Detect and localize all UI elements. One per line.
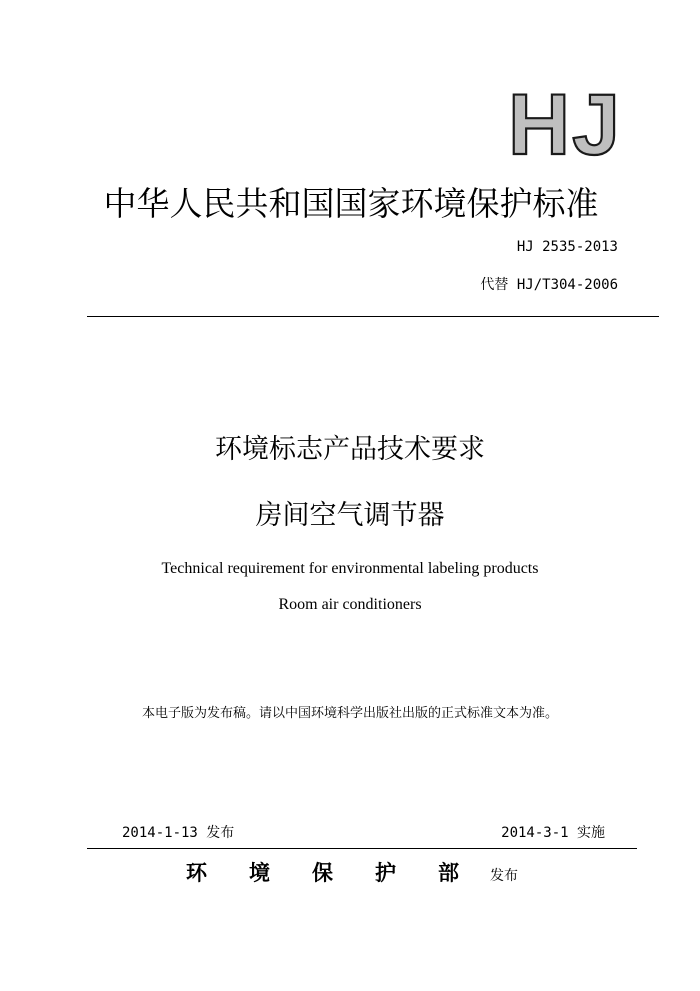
issue-date: 2014-1-13 发布 [122, 825, 235, 841]
issuer-char: 部 [438, 861, 459, 885]
english-title-line-1: Technical requirement for environmental labeling products [161, 560, 539, 577]
issuer-suffix: 发布 [490, 868, 518, 884]
hj-logo [500, 82, 630, 162]
issuer-char: 境 [249, 861, 270, 885]
standard-series-title: 中华人民共和国国家环境保护标准 [103, 184, 599, 223]
standard-code: HJ 2535-2013 [516, 239, 618, 255]
hj-logo-text: HJ [508, 82, 622, 162]
issuer-char: 护 [375, 861, 396, 885]
edition-notice: 本电子版为发布稿。请以中国环境科学出版社出版的正式标准文本为准。 [141, 706, 558, 721]
implementation-date: 2014-3-1 实施 [501, 825, 605, 841]
header-divider [87, 316, 659, 317]
english-title-line-2: Room air conditioners [278, 596, 422, 613]
issuer-char: 保 [312, 861, 333, 885]
chinese-title-line-1: 环境标志产品技术要求 [215, 434, 485, 465]
issuer [186, 857, 518, 887]
replaces-standard: 代替 HJ/T304-2006 [480, 277, 618, 293]
chinese-title-line-2: 房间空气调节器 [255, 500, 445, 531]
footer-divider [87, 848, 637, 849]
issuer-char: 环 [186, 861, 207, 885]
